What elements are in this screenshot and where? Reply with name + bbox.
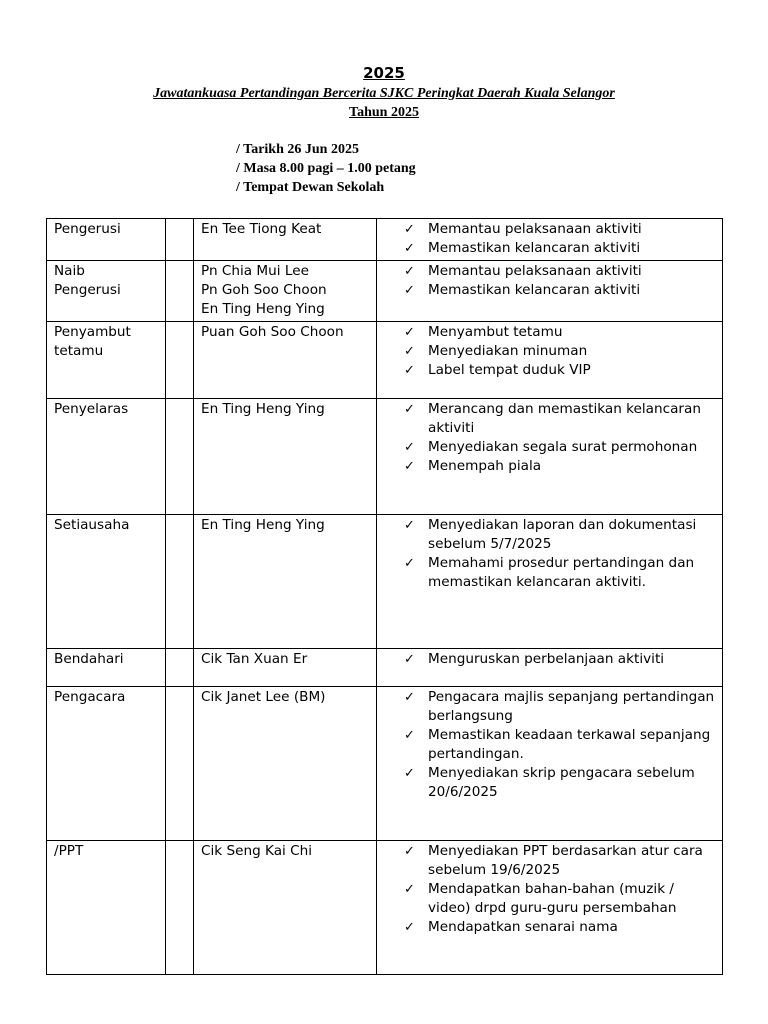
task-list	[384, 650, 716, 669]
meta-time: / Masa 8.00 pagi – 1.00 petang	[236, 161, 416, 176]
task-item: ✓ Label tempat duduk VIP	[404, 361, 716, 380]
task-item: ✓ Menguruskan perbelanjaan aktiviti	[404, 650, 716, 669]
role-cell	[47, 219, 166, 261]
separator-cell	[166, 687, 194, 841]
role-cell	[47, 687, 166, 841]
role-label: Pengacara	[54, 689, 126, 705]
tasks-cell	[377, 841, 723, 975]
task-list	[384, 516, 716, 592]
task-item: ✓ Menyediakan segala surat permohonan	[404, 438, 716, 457]
tasks-cell	[377, 219, 723, 261]
task-list	[384, 220, 716, 258]
names-cell	[194, 261, 377, 322]
table-row	[47, 649, 723, 687]
table-row	[47, 399, 723, 515]
tasks-cell	[377, 261, 723, 322]
task-item: ✓ Merancang dan memastikan kelancaran aktiviti	[404, 400, 716, 438]
names-cell	[194, 399, 377, 515]
role-label: Setiausaha	[54, 517, 130, 533]
task-item: ✓ Menyediakan minuman	[404, 342, 716, 361]
tasks-cell	[377, 399, 723, 515]
separator-cell	[166, 841, 194, 975]
names-cell	[194, 322, 377, 399]
role-label: Naib	[54, 263, 85, 279]
member-name: Pn Chia Mui Lee	[201, 263, 309, 279]
names-cell	[194, 841, 377, 975]
table-row	[47, 515, 723, 649]
document-title-line4: Tahun 2025	[349, 105, 419, 120]
table-row	[47, 219, 723, 261]
separator-cell	[166, 322, 194, 399]
member-name: Pn Goh Soo Choon	[201, 282, 327, 298]
role-label: tetamu	[54, 343, 104, 359]
role-cell	[47, 649, 166, 687]
table-row	[47, 841, 723, 975]
member-name: En Ting Heng Ying	[201, 517, 325, 533]
member-name: Cik Janet Lee (BM)	[201, 689, 326, 705]
table-row	[47, 322, 723, 399]
role-label: Penyambut	[54, 324, 131, 340]
member-name: Cik Seng Kai Chi	[201, 843, 313, 859]
task-list	[384, 400, 716, 476]
role-label: /PPT	[54, 843, 84, 859]
task-item: ✓ Mendapatkan senarai nama	[404, 918, 716, 937]
separator-cell	[166, 515, 194, 649]
role-cell	[47, 261, 166, 322]
role-label: Penyelaras	[54, 401, 129, 417]
task-item: ✓ Pengacara majlis sepanjang pertandingan berlangsung	[404, 688, 716, 726]
member-name: En Ting Heng Ying	[201, 401, 325, 417]
task-item: ✓ Mendapatkan bahan-bahan (muzik / video) drpd guru-guru persembahan	[404, 880, 716, 918]
role-label: Pengerusi	[54, 282, 121, 298]
tasks-cell	[377, 322, 723, 399]
document-title-line2: 2025	[363, 64, 405, 82]
tasks-cell	[377, 515, 723, 649]
task-list	[384, 842, 716, 937]
names-cell	[194, 687, 377, 841]
names-cell	[194, 515, 377, 649]
task-item: ✓ Menyambut tetamu	[404, 323, 716, 342]
task-item: ✓ Memastikan kelancaran aktiviti	[404, 281, 716, 300]
member-name: En Tee Tiong Keat	[201, 221, 322, 237]
member-name: En Ting Heng Ying	[201, 301, 325, 317]
tasks-cell	[377, 649, 723, 687]
role-label: Bendahari	[54, 651, 124, 667]
task-list	[384, 323, 716, 380]
member-name: Puan Goh Soo Choon	[201, 324, 344, 340]
task-item: ✓ Menyediakan PPT berdasarkan atur cara sebelum 19/6/2025	[404, 842, 716, 880]
committee-table	[46, 218, 723, 975]
document-title-line3: Jawatankuasa Pertandingan Bercerita SJKC Peringkat Daerah Kuala Selangor	[153, 86, 615, 101]
table-row	[47, 261, 723, 322]
separator-cell	[166, 219, 194, 261]
member-name: Cik Tan Xuan Er	[201, 651, 308, 667]
task-item: ✓ Memantau pelaksanaan aktiviti	[404, 220, 716, 239]
role-cell	[47, 841, 166, 975]
role-label: Pengerusi	[54, 221, 121, 237]
separator-cell	[166, 261, 194, 322]
meta-place: / Tempat Dewan Sekolah	[236, 180, 385, 195]
role-cell	[47, 515, 166, 649]
tasks-cell	[377, 687, 723, 841]
separator-cell	[166, 649, 194, 687]
role-cell	[47, 399, 166, 515]
names-cell	[194, 219, 377, 261]
table-row	[47, 687, 723, 841]
task-item: ✓ Menyediakan skrip pengacara sebelum 20/6/2025	[404, 764, 716, 802]
task-item: ✓ Memastikan keadaan terkawal sepanjang pertandingan.	[404, 726, 716, 764]
task-item: ✓ Menyediakan laporan dan dokumentasi sebelum 5/7/2025	[404, 516, 716, 554]
task-list	[384, 688, 716, 802]
task-list	[384, 262, 716, 300]
separator-cell	[166, 399, 194, 515]
task-item: ✓ Memastikan kelancaran aktiviti	[404, 239, 716, 258]
task-item: ✓ Memantau pelaksanaan aktiviti	[404, 262, 716, 281]
names-cell	[194, 649, 377, 687]
task-item: ✓ Memahami prosedur pertandingan dan memastikan kelancaran aktiviti.	[404, 554, 716, 592]
meta-date: / Tarikh 26 Jun 2025	[236, 142, 359, 157]
role-cell	[47, 322, 166, 399]
task-item: ✓ Menempah piala	[404, 457, 716, 476]
